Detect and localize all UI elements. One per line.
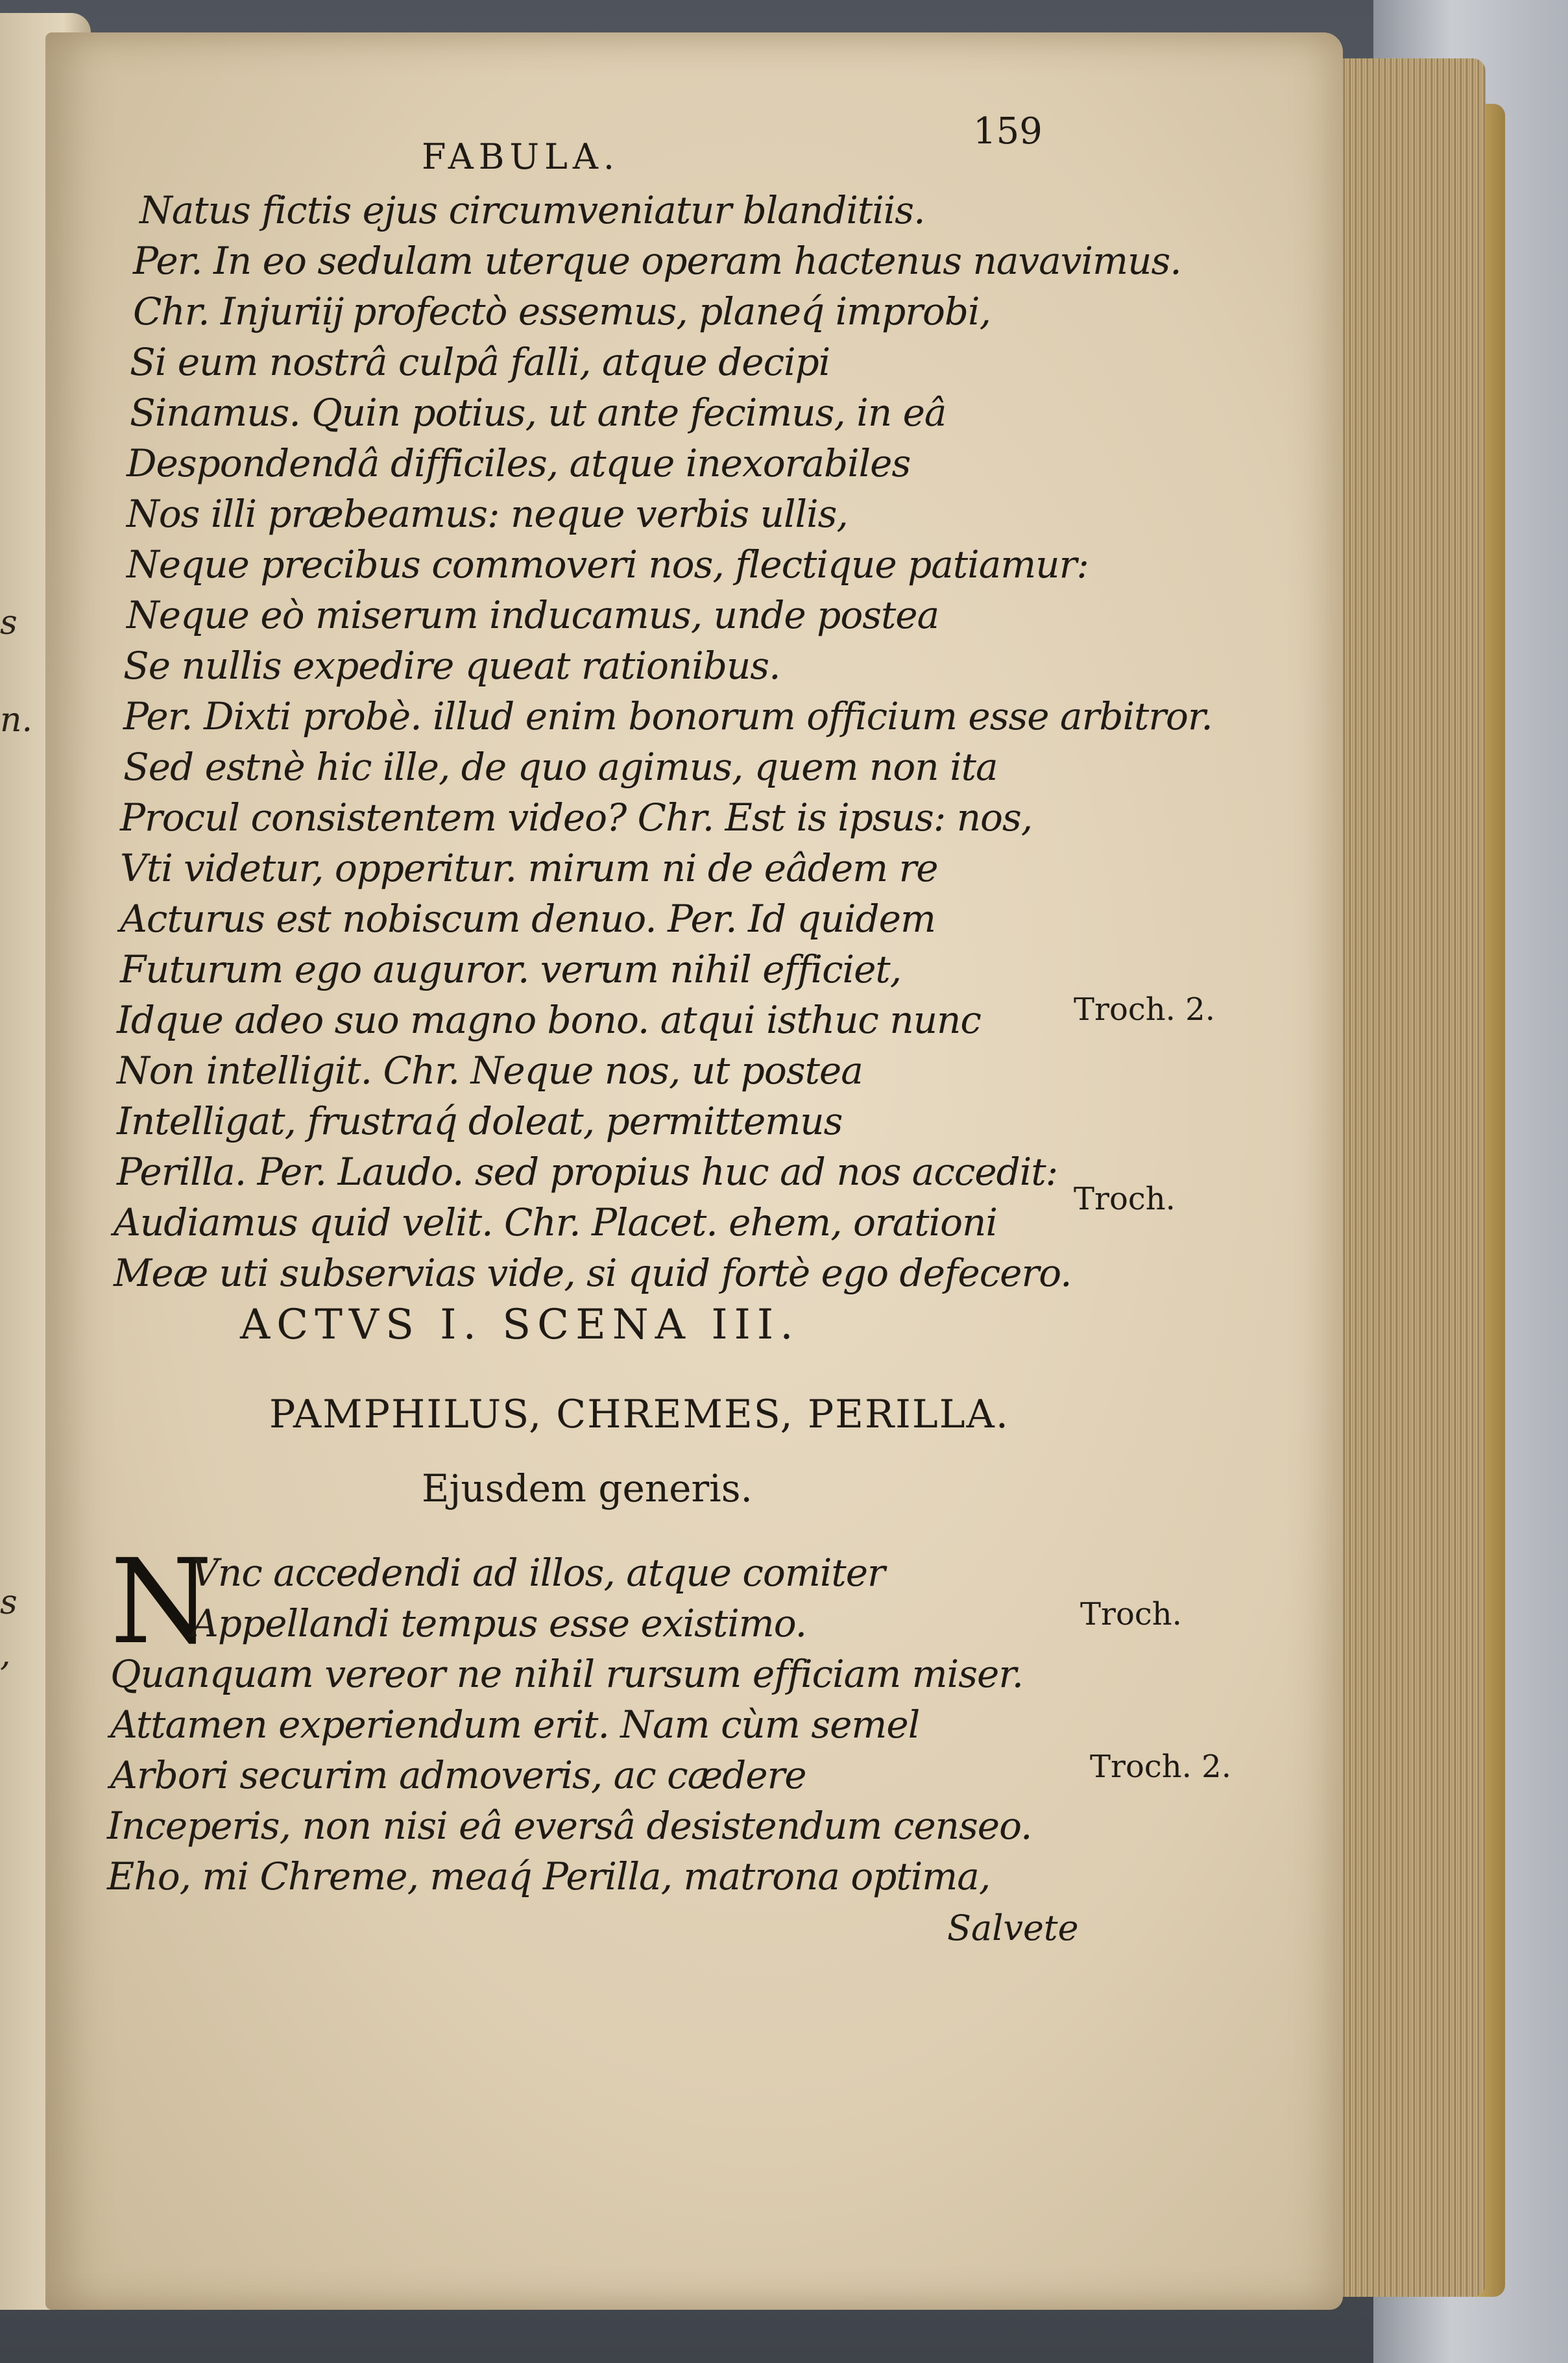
verse-line: Sinamus. Quin potius, ut ante fecimus, in eâ [130, 391, 947, 435]
verse-line: Nos illi præbeamus: neque verbis ullis, [127, 492, 848, 536]
verse-line: Vnc accedendi ad illos, atque comiter [191, 1551, 885, 1595]
margin-note-meter: Troch. [1074, 1181, 1176, 1217]
verse-line: Despondendâ difficiles, atque inexorabiles [127, 441, 911, 485]
verse-line: Natus fictis ejus circumveniatur blanditiis. [139, 188, 925, 232]
verse-line: Attamen experiendum erit. Nam cùm semel [110, 1703, 920, 1747]
verse-line: Intelligat, frustraq́ doleat, permittemus [117, 1099, 843, 1143]
verse-line: Audiamus quid velit. Chr. Placet. ehem, orationi [114, 1200, 997, 1244]
verse-line: Neque eò miserum inducamus, unde postea [127, 593, 939, 637]
verse-line: Eho, mi Chreme, meaq́ Perilla, matrona optima, [107, 1854, 991, 1898]
verse-line: Vti videtur, opperitur. mirum ni de eâdem re [120, 846, 938, 890]
verse-line: Futurum ego auguror. verum nihil efficiet, [120, 947, 902, 991]
margin-note-meter: Troch. 2. [1074, 991, 1215, 1028]
verse-line: Sed estnè hic ille, de quo agimus, quem non ita [123, 745, 998, 789]
margin-note-meter: Troch. [1080, 1596, 1182, 1632]
verse-line: Se nullis expedire queat rationibus. [123, 644, 780, 688]
catchword: Salvete [947, 1908, 1079, 1948]
verse-line: Quanquam vereor ne nihil rursum efficiam miser. [110, 1652, 1024, 1696]
character-list: PAMPHILUS, CHREMES, PERILLA. [269, 1392, 1009, 1437]
verse-line: Per. Dixti probè. illud enim bonorum officium esse arbitror. [123, 694, 1212, 738]
verse-line: Per. In eo sedulam uterque operam hactenus navavimus. [133, 239, 1181, 283]
verse-line: Si eum nostrâ culpâ falli, atque decipi [130, 340, 830, 384]
verse-line: Arbori securim admoveris, ac cædere [110, 1753, 806, 1797]
verse-line: Chr. Injuriĳ profectò essemus, planeq́ improbi, [133, 289, 991, 333]
act-scene-heading: ACTVS I. SCENA III. [240, 1301, 800, 1349]
verse-line: Acturus est nobiscum denuo. Per. Id quidem [120, 897, 935, 941]
verse-line: Appellandi tempus esse existimo. [191, 1601, 807, 1645]
meter-note: Ejusdem generis. [422, 1466, 753, 1510]
verse-line: Meæ uti subservias vide, si quid fortè ego defecero. [114, 1251, 1072, 1295]
drop-cap-letter: N [110, 1534, 213, 1670]
verse-line: Perilla. Per. Laudo. sed propius huc ad nos accedit: [117, 1150, 1058, 1194]
page-number: 159 [973, 110, 1043, 152]
verse-line: Neque precibus commoveri nos, flectique patiamur: [127, 542, 1089, 587]
verse-line: Idque adeo suo magno bono. atqui isthuc nunc [117, 998, 981, 1042]
left-page-fragment: s [0, 603, 18, 642]
book-page [45, 32, 1343, 2310]
running-head: FABULA. [422, 136, 620, 177]
verse-line: Procul consistentem video? Chr. Est is ipsus: nos, [120, 795, 1033, 840]
verse-line: Non intelligit. Chr. Neque nos, ut postea [117, 1048, 863, 1093]
left-page-fragment: , [0, 1635, 11, 1674]
left-page-fragment: n. [0, 701, 33, 740]
verse-line: Inceperis, non nisi eâ eversâ desistendum censeo. [107, 1804, 1032, 1848]
margin-note-meter: Troch. 2. [1090, 1749, 1231, 1785]
left-page-fragment: s [0, 1583, 18, 1622]
